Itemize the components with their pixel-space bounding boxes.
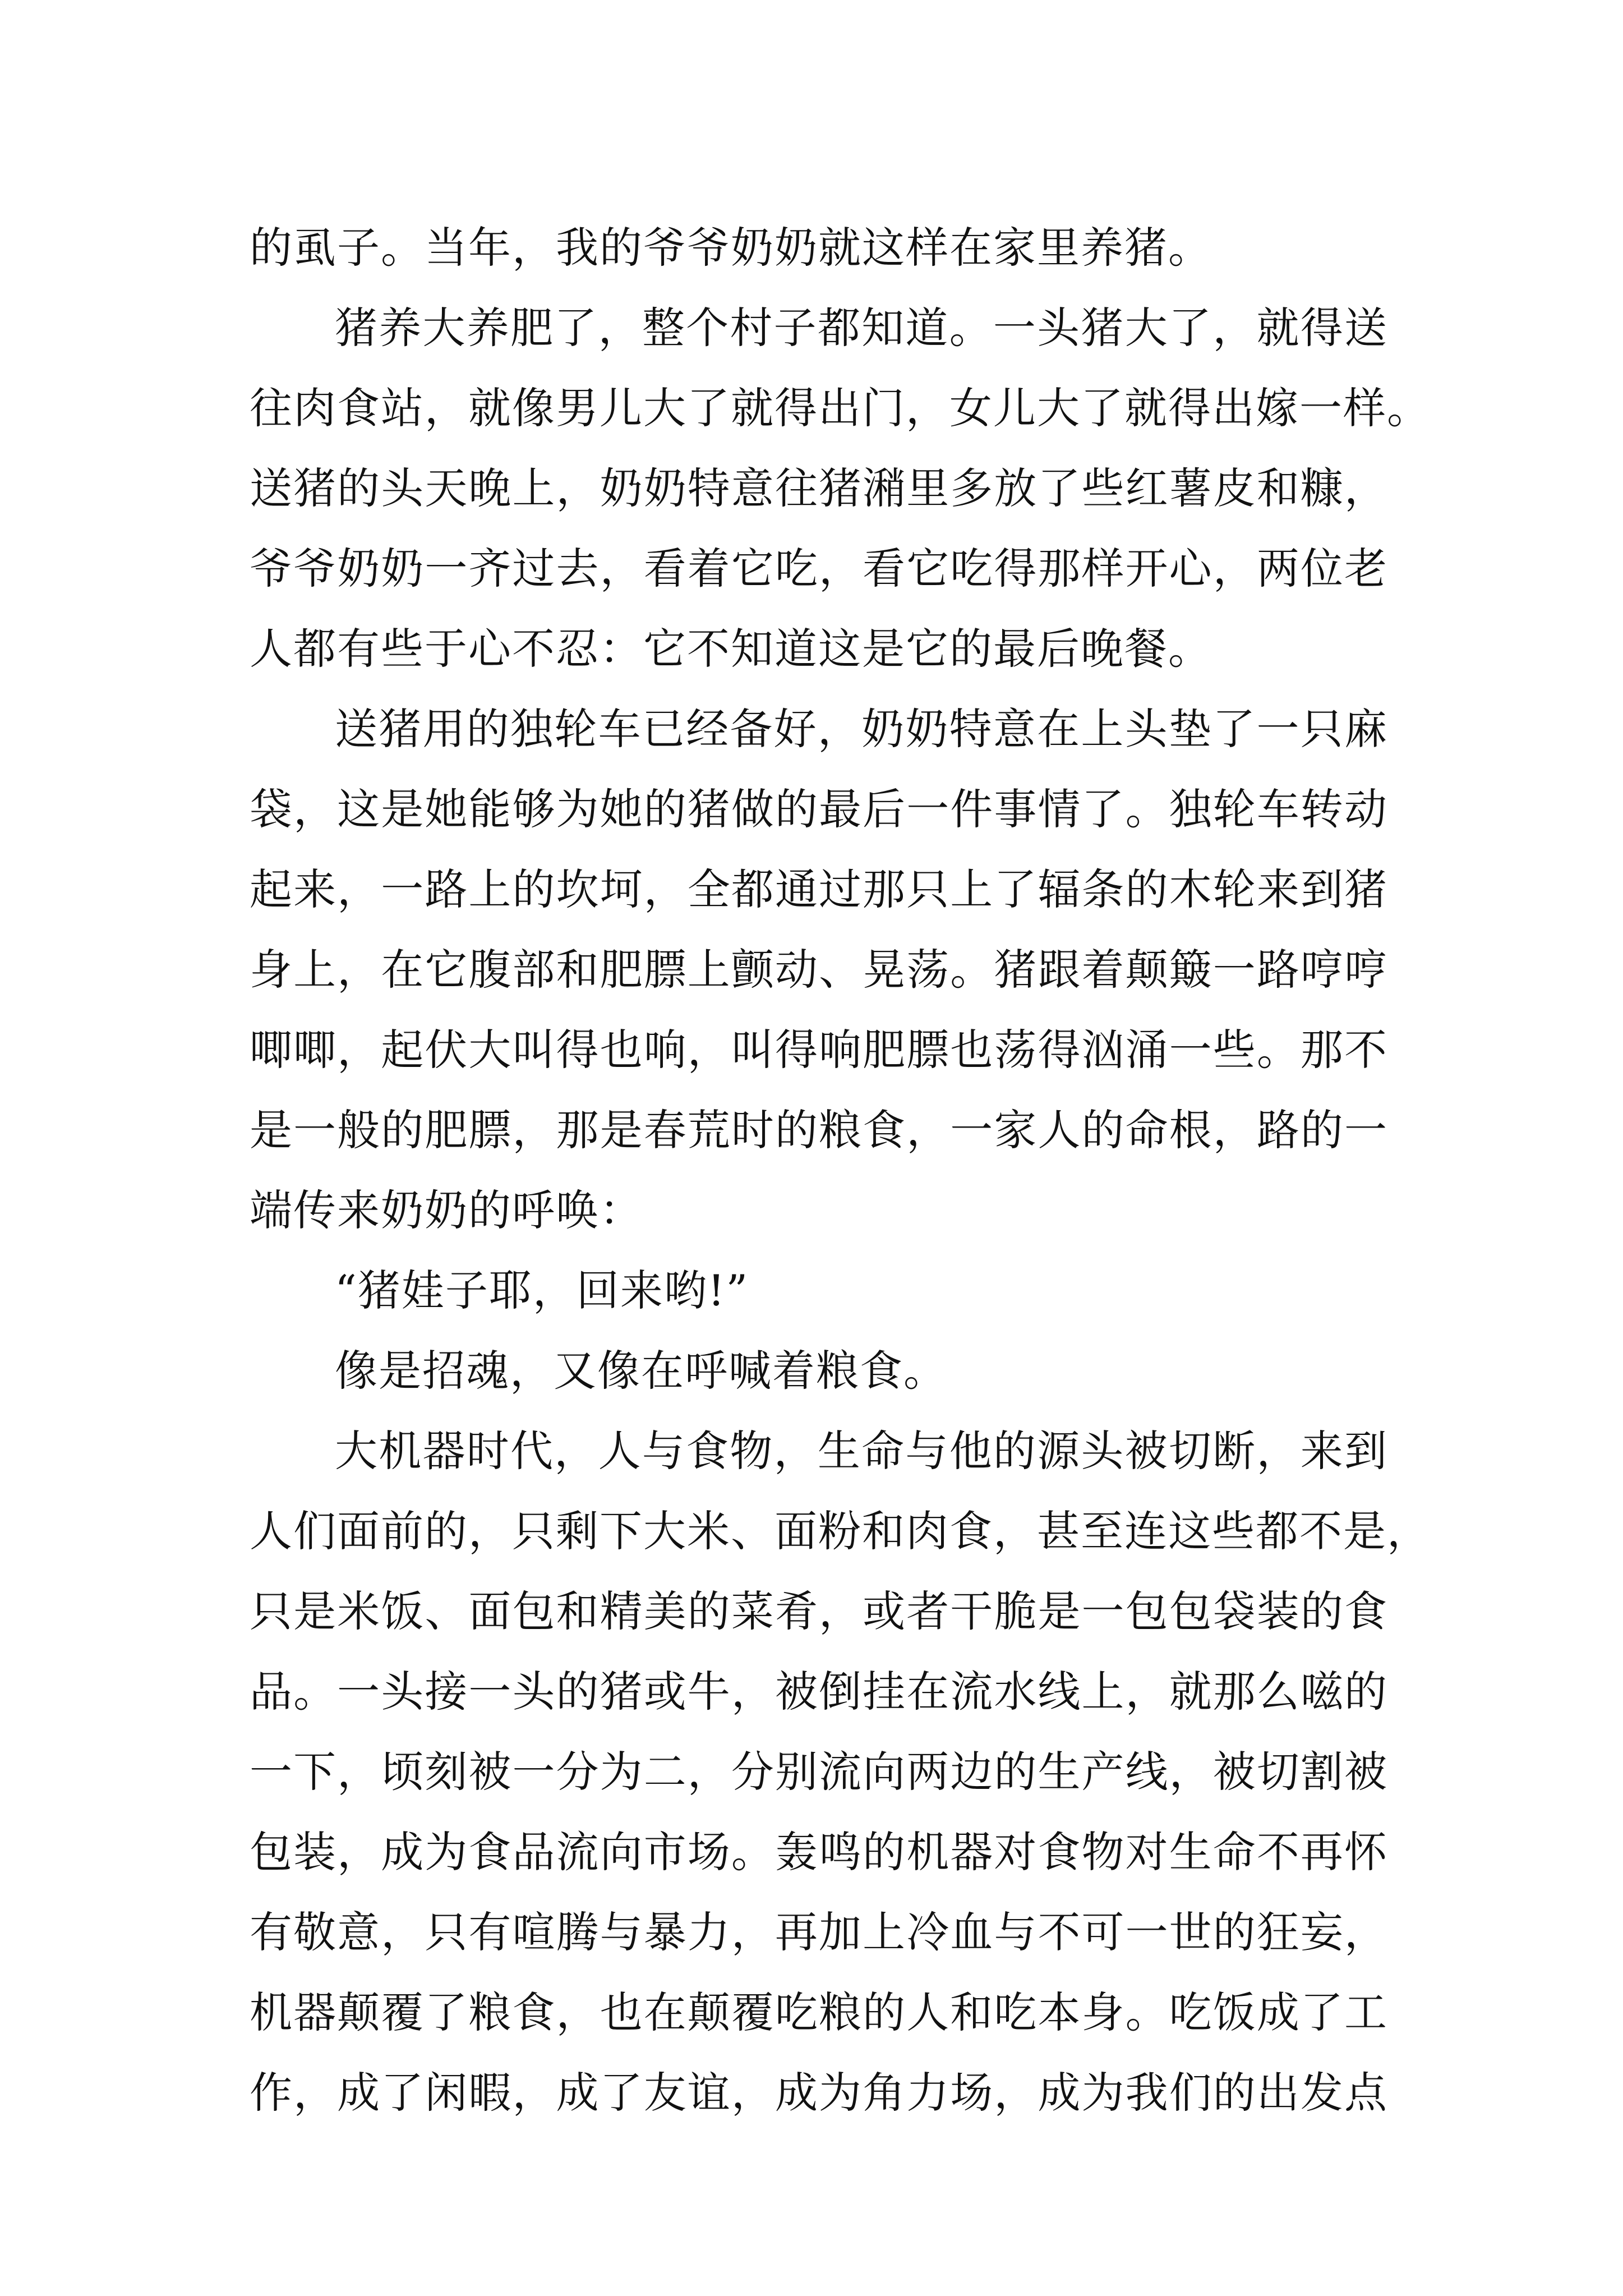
text-line: 的虱子。当年，我的爷爷奶奶就这样在家里养猪。	[250, 223, 1212, 273]
text-line: 一下，顷刻被一分为二，分别流向两边的生产线，被切割被	[250, 1747, 1388, 1797]
text-line: 猪养大养肥了，整个村子都知道。一头猪大了，就得送	[335, 303, 1388, 353]
text-line: 人们面前的，只剩下大米、面粉和肉食，甚至连这些都不是，	[250, 1506, 1431, 1556]
text-line: 大机器时代，人与食物，生命与他的源头被切断，来到	[335, 1426, 1388, 1476]
text-line: 是一般的肥膘，那是春荒时的粮食，一家人的命根，路的一	[250, 1105, 1388, 1155]
text-line: 机器颠覆了粮食，也在颠覆吃粮的人和吃本身。吃饭成了工	[250, 1987, 1388, 2037]
text-line: 端传来奶奶的呼唤：	[250, 1185, 643, 1235]
body-text	[250, 208, 1431, 2133]
text-line: 袋，这是她能够为她的猪做的最后一件事情了。独轮车转动	[250, 784, 1388, 834]
text-line: 包装，成为食品流向市场。轰鸣的机器对食物对生命不再怀	[250, 1827, 1388, 1877]
text-line: 有敬意，只有喧腾与暴力，再加上冷血与不可一世的狂妄，	[250, 1907, 1388, 1957]
text-line: 品。一头接一头的猪或牛，被倒挂在流水线上，就那么嗞的	[250, 1667, 1388, 1717]
text-line: “猪娃子耶，回来哟!”	[335, 1266, 749, 1315]
text-line: 作，成了闲暇，成了友谊，成为角力场，成为我们的出发点	[250, 2068, 1388, 2118]
text-line: 爷爷奶奶一齐过去，看着它吃，看它吃得那样开心，两位老	[250, 544, 1388, 593]
text-line: 往肉食站，就像男儿大了就得出门，女儿大了就得出嫁一样。	[250, 383, 1431, 433]
text-line: 起来，一路上的坎坷，全都通过那只上了辐条的木轮来到猪	[250, 864, 1388, 914]
text-line: 人都有些于心不忍：它不知道这是它的最后晚餐。	[250, 624, 1212, 674]
text-line: 身上，在它腹部和肥膘上颤动、晃荡。猪跟着颠簸一路哼哼	[250, 945, 1388, 995]
text-line: 送猪用的独轮车已经备好，奶奶特意在上头垫了一只麻	[335, 704, 1388, 754]
text-line: 像是招魂，又像在呼喊着粮食。	[335, 1346, 947, 1396]
text-line: 唧唧，起伏大叫得也响，叫得响肥膘也荡得汹涌一些。那不	[250, 1025, 1388, 1075]
text-line: 只是米饭、面包和精美的菜肴，或者干脆是一包包袋装的食	[250, 1586, 1388, 1636]
text-line: 送猪的头天晚上，奶奶特意往猪潲里多放了些红薯皮和糠，	[250, 463, 1388, 513]
